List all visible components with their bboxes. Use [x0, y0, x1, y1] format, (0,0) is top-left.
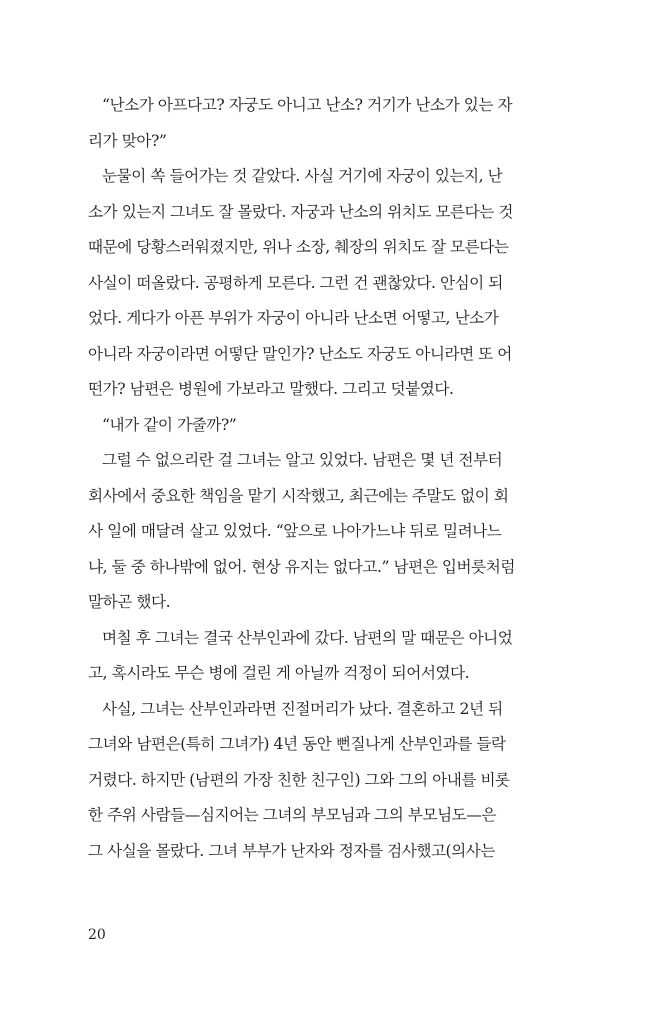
text-line: 회사에서 중요한 책임을 맡기 시작했고, 최근에는 주말도 없이 회 — [88, 486, 509, 505]
text-line: 사실이 떠올랐다. 공평하게 모른다. 그런 건 괜찮았다. 안심이 되 — [88, 273, 503, 292]
text-line: 었다. 게다가 아픈 부위가 자궁이 아니라 난소면 어떻고, 난소가 — [88, 309, 499, 327]
text-line: 그럴 수 없으리란 걸 그녀는 알고 있었다. 남편은 몇 년 전부터 — [102, 451, 503, 469]
page-number: 20 — [88, 927, 106, 943]
text-line: 사실, 그녀는 산부인과라면 진절머리가 났다. 결혼하고 2년 뒤 — [102, 699, 503, 718]
text-line: “난소가 아프다고? 자궁도 아니고 난소? 거기가 난소가 있는 자 — [102, 96, 513, 114]
text-line: 리가 맞아?” — [88, 131, 167, 150]
text-line: 아니라 자궁이라면 어떻단 말인가? 난소도 자궁도 아니라면 또 어 — [88, 344, 512, 363]
text-line: 그녀와 남편은(특히 그녀가) 4년 동안 뻔질나게 산부인과를 들락 — [88, 735, 506, 753]
text-line: 눈물이 쏙 들어가는 것 같았다. 사실 거기에 자궁이 있는지, 난 — [102, 167, 503, 185]
text-line: 며칠 후 그녀는 결국 산부인과에 갔다. 남편의 말 때문은 아니었 — [102, 628, 513, 647]
text-line: 소가 있는지 그녀도 잘 몰랐다. 자궁과 난소의 위치도 모른다는 것 — [88, 202, 514, 221]
body-text — [88, 88, 532, 869]
text-line: 냐, 둘 중 하나밖에 없어. 현상 유지는 없다고.” 남편은 입버릇처럼 — [88, 557, 515, 576]
text-line: 그 사실을 몰랐다. 그녀 부부가 난자와 정자를 검사했고(의사는 — [88, 841, 496, 860]
text-line: 거렸다. 하지만 (남편의 가장 친한 친구인) 그와 그의 아내를 비롯 — [88, 770, 510, 789]
text-line: 떤가? 남편은 병원에 가보라고 말했다. 그리고 덧붙였다. — [88, 380, 454, 398]
text-line: 때문에 당황스러워졌지만, 위나 소장, 췌장의 위치도 잘 모른다는 — [88, 238, 509, 256]
text-line: 말하곤 했다. — [88, 593, 171, 611]
text-line: 고, 혹시라도 무슨 병에 걸린 게 아닐까 걱정이 되어서였다. — [88, 664, 470, 682]
text-line: 사 일에 매달려 살고 있었다. “앞으로 나아가느냐 뒤로 밀려나느 — [88, 522, 502, 540]
text-line: “내가 같이 가줄까?” — [102, 415, 237, 434]
text-line: 한 주위 사람들—심지어는 그녀의 부모님과 그의 부모님도—은 — [88, 806, 497, 824]
